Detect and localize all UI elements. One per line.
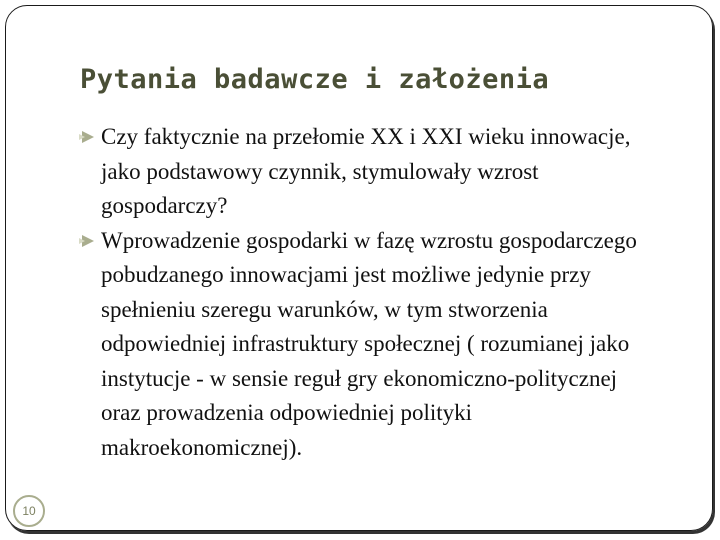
page-number-badge: 10 <box>13 495 45 527</box>
bullet-list <box>80 120 660 465</box>
triangle-bullet-icon <box>82 131 94 143</box>
bullet-item <box>80 224 660 466</box>
bullet-text: Wprowadzenie gospodarki w fazę wzrostu gospodarczego pobudzanego innowacjami jest możliwe jedynie przy spełnieniu szeregu warunków, w tym stworzenia odpowiedniej infrastruktury społecznej ( rozumianej jako instytucje - w sensie reguł gry ekonomiczno-politycznej oraz prowadzenia odpowiedniej polityki makroekonomicznej). <box>101 227 637 460</box>
bullet-text: Czy faktycznie na przełomie XX i XXI wieku innowacje, jako podstawowy czynnik, stymulowały wzrost gospodarczy? <box>101 124 631 218</box>
bullet-item <box>80 120 660 224</box>
triangle-bullet-icon <box>82 235 94 247</box>
slide-title: Pytania badawcze i założenia <box>80 64 550 95</box>
